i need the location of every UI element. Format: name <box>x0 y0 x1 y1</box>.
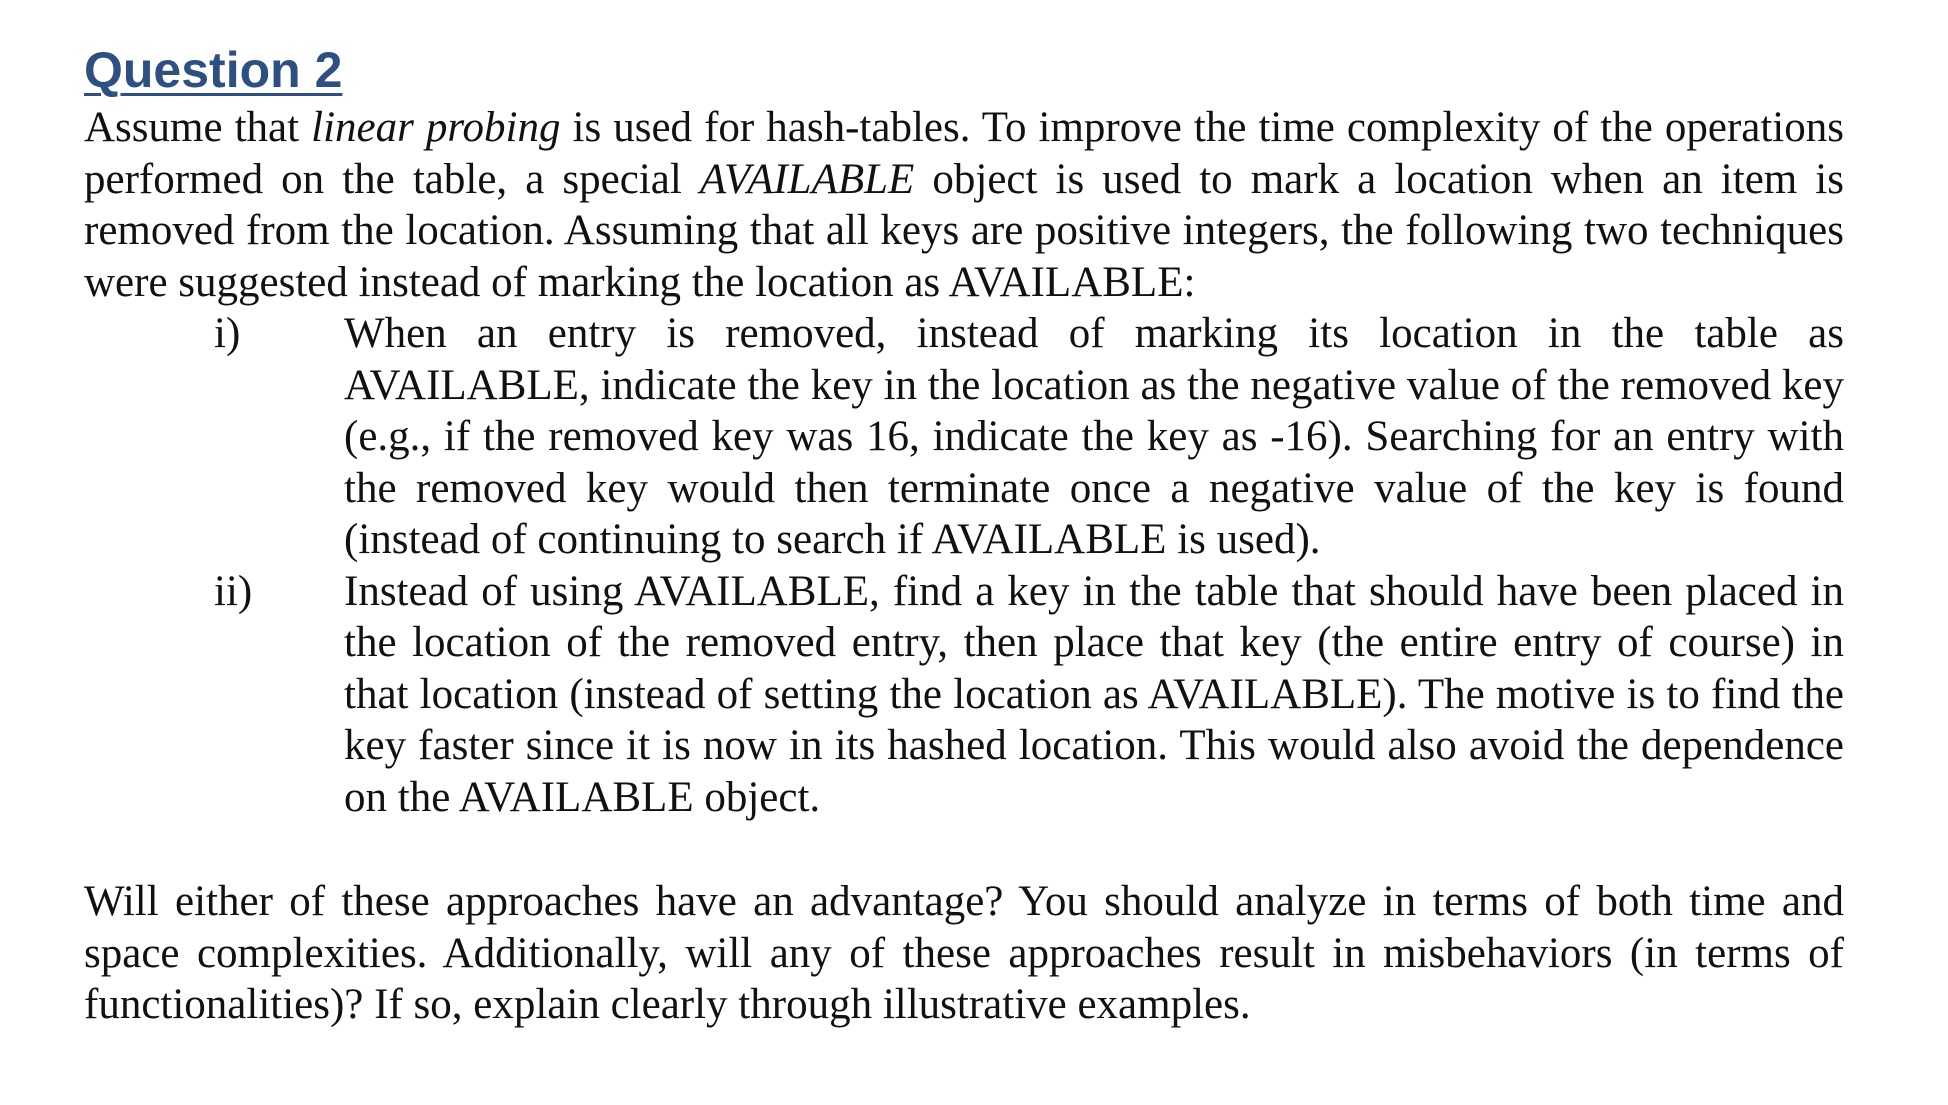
question-title: Question 2 <box>84 42 343 98</box>
intro-text-2: is used for hash-tables. To improve the time complexity of the operations performed on the table, a special <box>84 104 1844 203</box>
question-page <box>84 40 1844 1031</box>
list-item-text: Instead of using AVAILABLE, find a key in the table that should have been placed in the location of the removed entry, then place that key (the entire entry of course) in that location (instead of setting the location as AVAILABLE). The motive is to find the key faster since it is now in its hashed location. This would also avoid the dependence on the AVAILABLE object. <box>344 567 1844 821</box>
intro-paragraph <box>84 102 1844 308</box>
list-item <box>84 308 1844 566</box>
intro-emphasis-available: AVAILABLE <box>699 155 915 203</box>
intro-emphasis-linear-probing: linear probing <box>311 104 561 151</box>
list-item-text: When an entry is removed, instead of marking its location in the table as AVAILABLE, indicate the key in the location as the negative value of the removed key (e.g., if the removed key was 16, indicate the key as -16). Searching for an entry with the removed key would then terminate once a negative value of the key is found (instead of continuing to search if AVAILABLE is used). <box>344 310 1844 563</box>
technique-list <box>84 308 1844 823</box>
intro-text-3: object is used to mark a location when an item is removed from the location. Assuming that all keys are positive integers, the following two techniques were suggested instead of marking the location as AVAILABLE: <box>84 155 1844 306</box>
list-item <box>84 566 1844 824</box>
intro-text-1: Assume that <box>84 104 312 151</box>
closing-paragraph: Will either of these approaches have an advantage? You should analyze in terms of both time and space complexities. Additionally, will any of these approaches result in misbehaviors (in terms of functionalities)? If so, explain clearly through illustrative examples. <box>84 878 1844 1028</box>
list-item-marker: i) <box>214 310 241 357</box>
list-item-marker: ii) <box>214 567 253 615</box>
